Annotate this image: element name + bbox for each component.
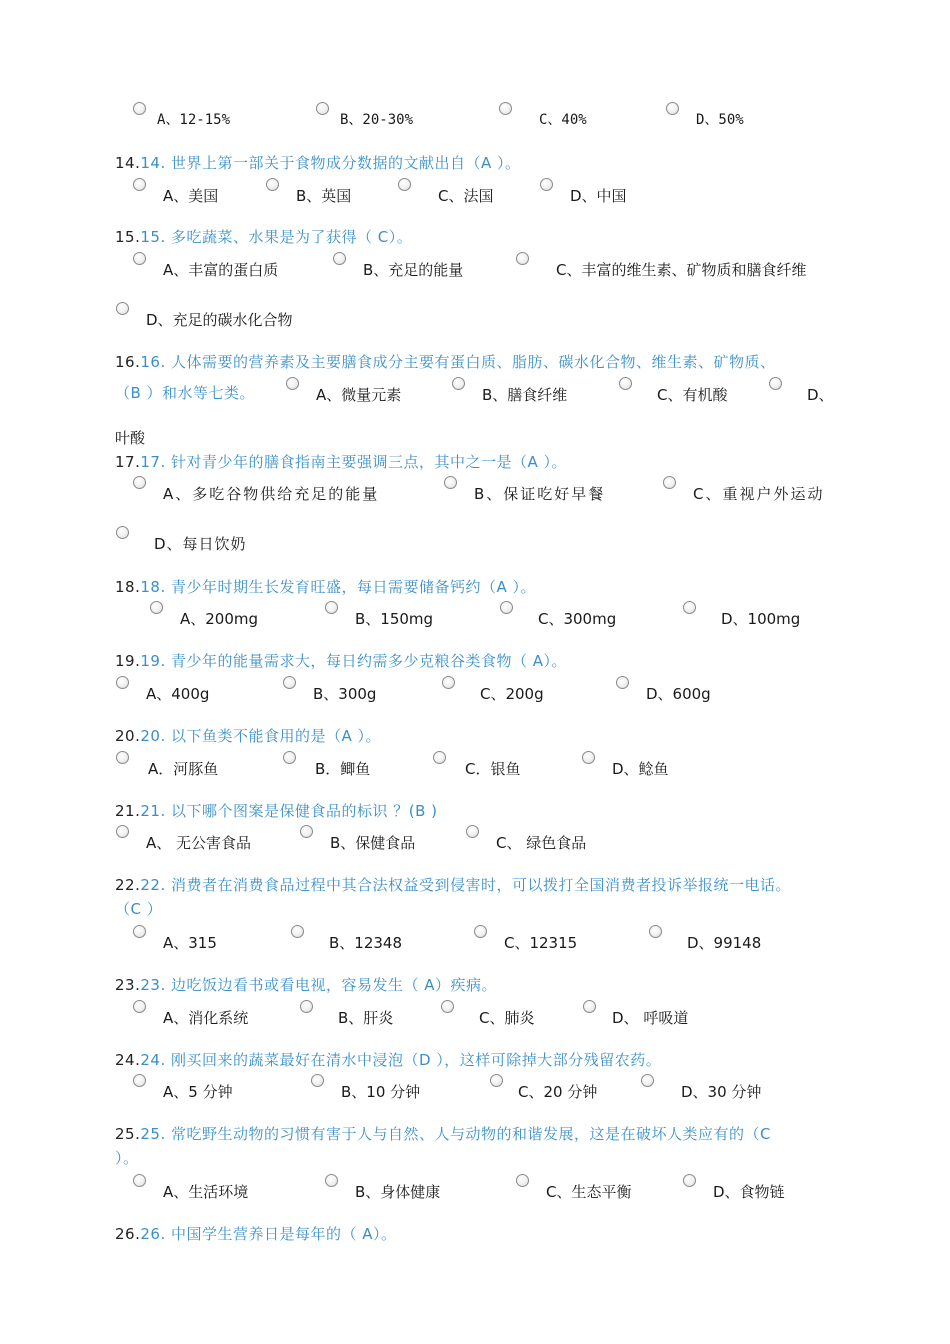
radio-icon[interactable] [683,601,696,614]
question-16-line2: （B ）和水等七类。 [115,384,256,402]
question-18: 18.18. 青少年时期生长发育旺盛，每日需要储备钙约（A ）。 [115,578,537,596]
radio-icon[interactable] [516,252,529,265]
radio-icon[interactable] [133,476,146,489]
radio-icon[interactable] [398,178,411,191]
question-19: 19.19. 青少年的能量需求大，每日约需多少克粮谷类食物（ A）。 [115,652,568,670]
radio-icon[interactable] [441,1000,454,1013]
radio-icon[interactable] [641,1074,654,1087]
radio-icon[interactable] [133,925,146,938]
radio-icon[interactable] [666,102,679,115]
radio-icon[interactable] [474,925,487,938]
radio-icon[interactable] [619,377,632,390]
q16-option-d-continued: 叶酸 [115,429,146,447]
question-20: 20.20. 以下鱼类不能食用的是（A ）。 [115,727,382,745]
radio-icon[interactable] [442,676,455,689]
radio-icon[interactable] [583,1000,596,1013]
question-24: 24.24. 刚买回来的蔬菜最好在清水中浸泡（D ），这样可除掉大部分残留农药。 [115,1051,662,1069]
radio-icon[interactable] [300,1000,313,1013]
question-14: 14.14. 世界上第一部关于食物成分数据的文献出自（A ）。 [115,154,521,172]
radio-icon[interactable] [499,102,512,115]
radio-icon[interactable] [300,825,313,838]
radio-icon[interactable] [133,1074,146,1087]
question-25-line2: ）。 [115,1149,139,1167]
question-15: 15.15. 多吃蔬菜、水果是为了获得（ C）。 [115,228,413,246]
radio-icon[interactable] [683,1174,696,1187]
radio-icon[interactable] [133,178,146,191]
radio-icon[interactable] [316,102,329,115]
radio-icon[interactable] [291,925,304,938]
radio-icon[interactable] [311,1074,324,1087]
question-17: 17.17. 针对青少年的膳食指南主要强调三点，其中之一是（A ）。 [115,453,568,471]
radio-icon[interactable] [333,252,346,265]
radio-icon[interactable] [133,1174,146,1187]
radio-icon[interactable] [150,601,163,614]
radio-icon[interactable] [266,178,279,191]
radio-icon[interactable] [283,751,296,764]
question-22-line2: （C ） [115,900,163,918]
radio-icon[interactable] [769,377,782,390]
radio-icon[interactable] [133,1000,146,1013]
radio-icon[interactable] [649,925,662,938]
radio-icon[interactable] [116,302,129,315]
radio-icon[interactable] [452,377,465,390]
radio-icon[interactable] [133,102,146,115]
radio-icon[interactable] [663,476,676,489]
radio-icon[interactable] [490,1074,503,1087]
question-21: 21.21. 以下哪个图案是保健食品的标识 ？(B ) [115,802,438,820]
radio-icon[interactable] [116,825,129,838]
document-page: A、12-15% B、20-30% C、40% D、50% 14.14. 世界上第一部关于食物成分数据的文献出自（A ）。 A、美国 B、英国 C、法国 D、中国 15.15. 多吃蔬菜、水果是为了获得（ C）。 A、丰富的蛋白质 B、充足的能量 C、丰富的维生素、矿物质和膳食纤维 D、充足的碳水化合物 16.16. 人体需要的营养素及主要膳食成分主要有蛋白质、脂肪、碳水化合物、维生素、矿物质、 （B ）和水等七类。 A、微量元素 B、膳食纤维 C、有机酸 D、 叶酸 17.17. 针对青少年的膳食指南主要强调三点，其中之一是（A ）。 A、多吃谷物供给充足的能量 B、保证吃好早餐 C、重视户外运动 D、每日饮奶 18.18. 青少年时期生长发育旺盛，每日需要储备钙约（A ）。 A、200mg B、150mg C、300mg D、100mg 19.19. 青少年的能量需求大，每日约需多少克粮谷类食物（ A）。 A、400g B、300g C、200g D、600g 20.20. 以下鱼类不能食用的是（A ）。 A．河豚鱼 B．鲫鱼 C．银鱼 D、鲶鱼 21.21. 以下哪个图案是保健食品的标识 ？(B ) A、 无公害食品 B、保健食品 C、 绿色食品 22.22. 消费者在消费食品过程中其合法权益受到侵害时，可以拨打全国消费者投诉举报统一电话。 （C ） A、315 B、12348 C、12315 D、99148 23.23. 边吃饭边看书或看电视，容易发生（ A）疾病。 A、消化系统 B、肝炎 C、肺炎 D、 呼吸道 24.24. 刚买回来的蔬菜最好在清水中浸泡（D ），这样可除掉大部分残留农药。 A、5 分钟 B、10 分钟 C、20 分钟 D、30 分钟 25.25. 常吃野生动物的习惯有害于人与自然、人与动物的和谐发展，这是在破坏人类应有的（C ）。 A、生活环境 B、身体健康 C、生态平衡 D、食物链 26.26. 中国学生营养日是每年的（ A）。 [0,0,950,1344]
radio-icon[interactable] [116,676,129,689]
radio-icon[interactable] [444,476,457,489]
radio-icon[interactable] [325,601,338,614]
question-22: 22.22. 消费者在消费食品过程中其合法权益受到侵害时，可以拨打全国消费者投诉举报统一电话。 [115,876,791,894]
radio-icon[interactable] [516,1174,529,1187]
radio-icon[interactable] [616,676,629,689]
radio-icon[interactable] [116,751,129,764]
question-25: 25.25. 常吃野生动物的习惯有害于人与自然、人与动物的和谐发展，这是在破坏人类应有的（C [115,1125,771,1143]
radio-icon[interactable] [500,601,513,614]
radio-icon[interactable] [325,1174,338,1187]
radio-icon[interactable] [133,252,146,265]
radio-icon[interactable] [433,751,446,764]
radio-icon[interactable] [283,676,296,689]
radio-icon[interactable] [540,178,553,191]
radio-icon[interactable] [116,526,129,539]
radio-icon[interactable] [582,751,595,764]
question-16: 16.16. 人体需要的营养素及主要膳食成分主要有蛋白质、脂肪、碳水化合物、维生素、矿物质、 [115,353,776,371]
radio-icon[interactable] [466,825,479,838]
question-23: 23.23. 边吃饭边看书或看电视，容易发生（ A）疾病。 [115,976,498,994]
radio-icon[interactable] [286,377,299,390]
question-26: 26.26. 中国学生营养日是每年的（ A）。 [115,1225,397,1243]
